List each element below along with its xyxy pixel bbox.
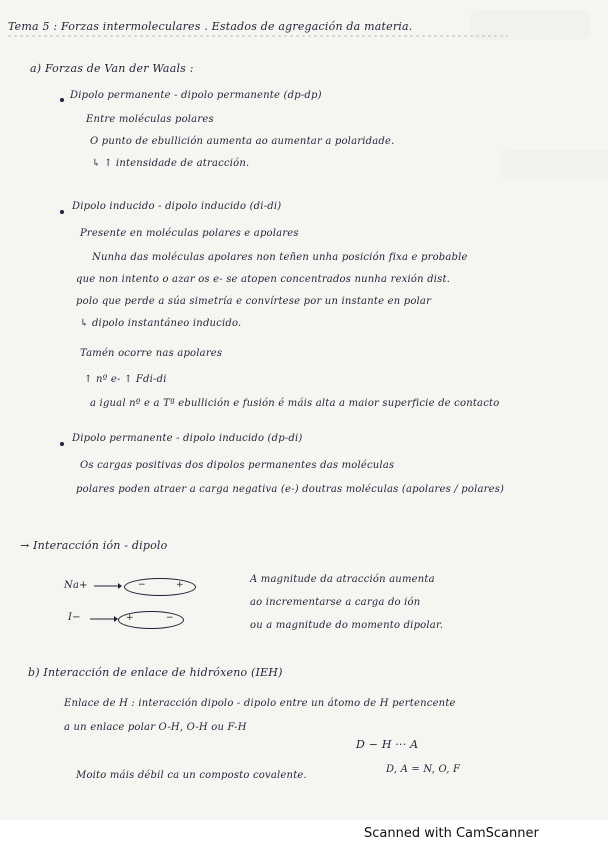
show-through-mark: [500, 150, 608, 180]
note-line: ↳ ↑ intensidade de atracción.: [92, 158, 250, 169]
section-a-heading: a) Forzas de Van der Waals :: [30, 62, 194, 75]
section-b-heading: b) Interacción de enlace de hidróxeno (IEH): [28, 666, 283, 679]
note-line: ou a magnitude do momento dipolar.: [250, 620, 444, 631]
note-line: Moito máis débil ca un composto covalente.: [76, 770, 307, 781]
scanner-footer: [0, 820, 608, 848]
attraction-arrow: [88, 613, 118, 625]
negative-pole-sign: −: [138, 580, 146, 590]
note-line: a igual nº e a Tª ebullición e fusión é máis alta a maior superficie de contacto: [90, 398, 500, 409]
dp-di-heading: Dipolo permanente - dipolo inducido (dp-di): [72, 433, 303, 444]
bullet: [60, 442, 64, 446]
note-line: Os cargas positivas dos dipolos permanentes das moléculas: [80, 460, 395, 471]
note-line: que non intento o azar os e- se atopen concentrados nunha rexión dist.: [76, 274, 451, 285]
note-line: polo que perde a súa simetría e convírtese por un instante en polar: [76, 296, 432, 307]
attraction-arrow: [92, 580, 122, 592]
note-line: Enlace de H : interacción dipolo - dipolo entre un átomo de H pertencente: [64, 698, 456, 709]
note-line: polares poden atraer a carga negativa (e-) doutras moléculas (apolares / polares): [76, 484, 505, 495]
anion-label: I−: [68, 612, 81, 623]
note-line: Tamén ocorre nas apolares: [80, 348, 223, 359]
positive-pole-sign: +: [176, 580, 184, 590]
note-line: ao incrementarse a carga do ión: [250, 597, 421, 608]
note-line: O punto de ebullición aumenta ao aumentar a polaridade.: [90, 136, 395, 147]
bullet: [60, 210, 64, 214]
note-line: ↳ dipolo instantáneo inducido.: [80, 318, 242, 329]
note-line: A magnitude da atracción aumenta: [250, 574, 435, 585]
scanner-watermark: Scanned with CamScanner: [364, 826, 539, 841]
positive-pole-sign: +: [126, 613, 134, 623]
ion-dipole-heading: → Interacción ión - dipolo: [20, 539, 168, 552]
note-line: ↑ nº e- ↑ Fdi-di: [84, 374, 167, 385]
bullet: [60, 98, 64, 102]
note-line: Nunha das moléculas apolares non teñen unha posición fixa e probable: [92, 252, 468, 263]
negative-pole-sign: −: [166, 613, 174, 623]
note-line: Entre moléculas polares: [86, 114, 214, 125]
cation-label: Na+: [64, 580, 88, 591]
dp-dp-heading: Dipolo permanente - dipolo permanente (dp-dp): [70, 90, 322, 101]
hbond-atoms: D, A = N, O, F: [386, 764, 461, 775]
hbond-scheme: D − H ··· A: [356, 738, 419, 751]
page-title: Tema 5 : Forzas intermoleculares . Estados de agregación da materia.: [8, 20, 413, 33]
title-underline: [8, 34, 508, 38]
dipole-molecule: [124, 578, 196, 596]
di-di-heading: Dipolo inducido - dipolo inducido (di-di): [72, 201, 282, 212]
note-line: Presente en moléculas polares e apolares: [80, 228, 299, 239]
note-line: a un enlace polar O-H, O-H ou F-H: [64, 722, 247, 733]
